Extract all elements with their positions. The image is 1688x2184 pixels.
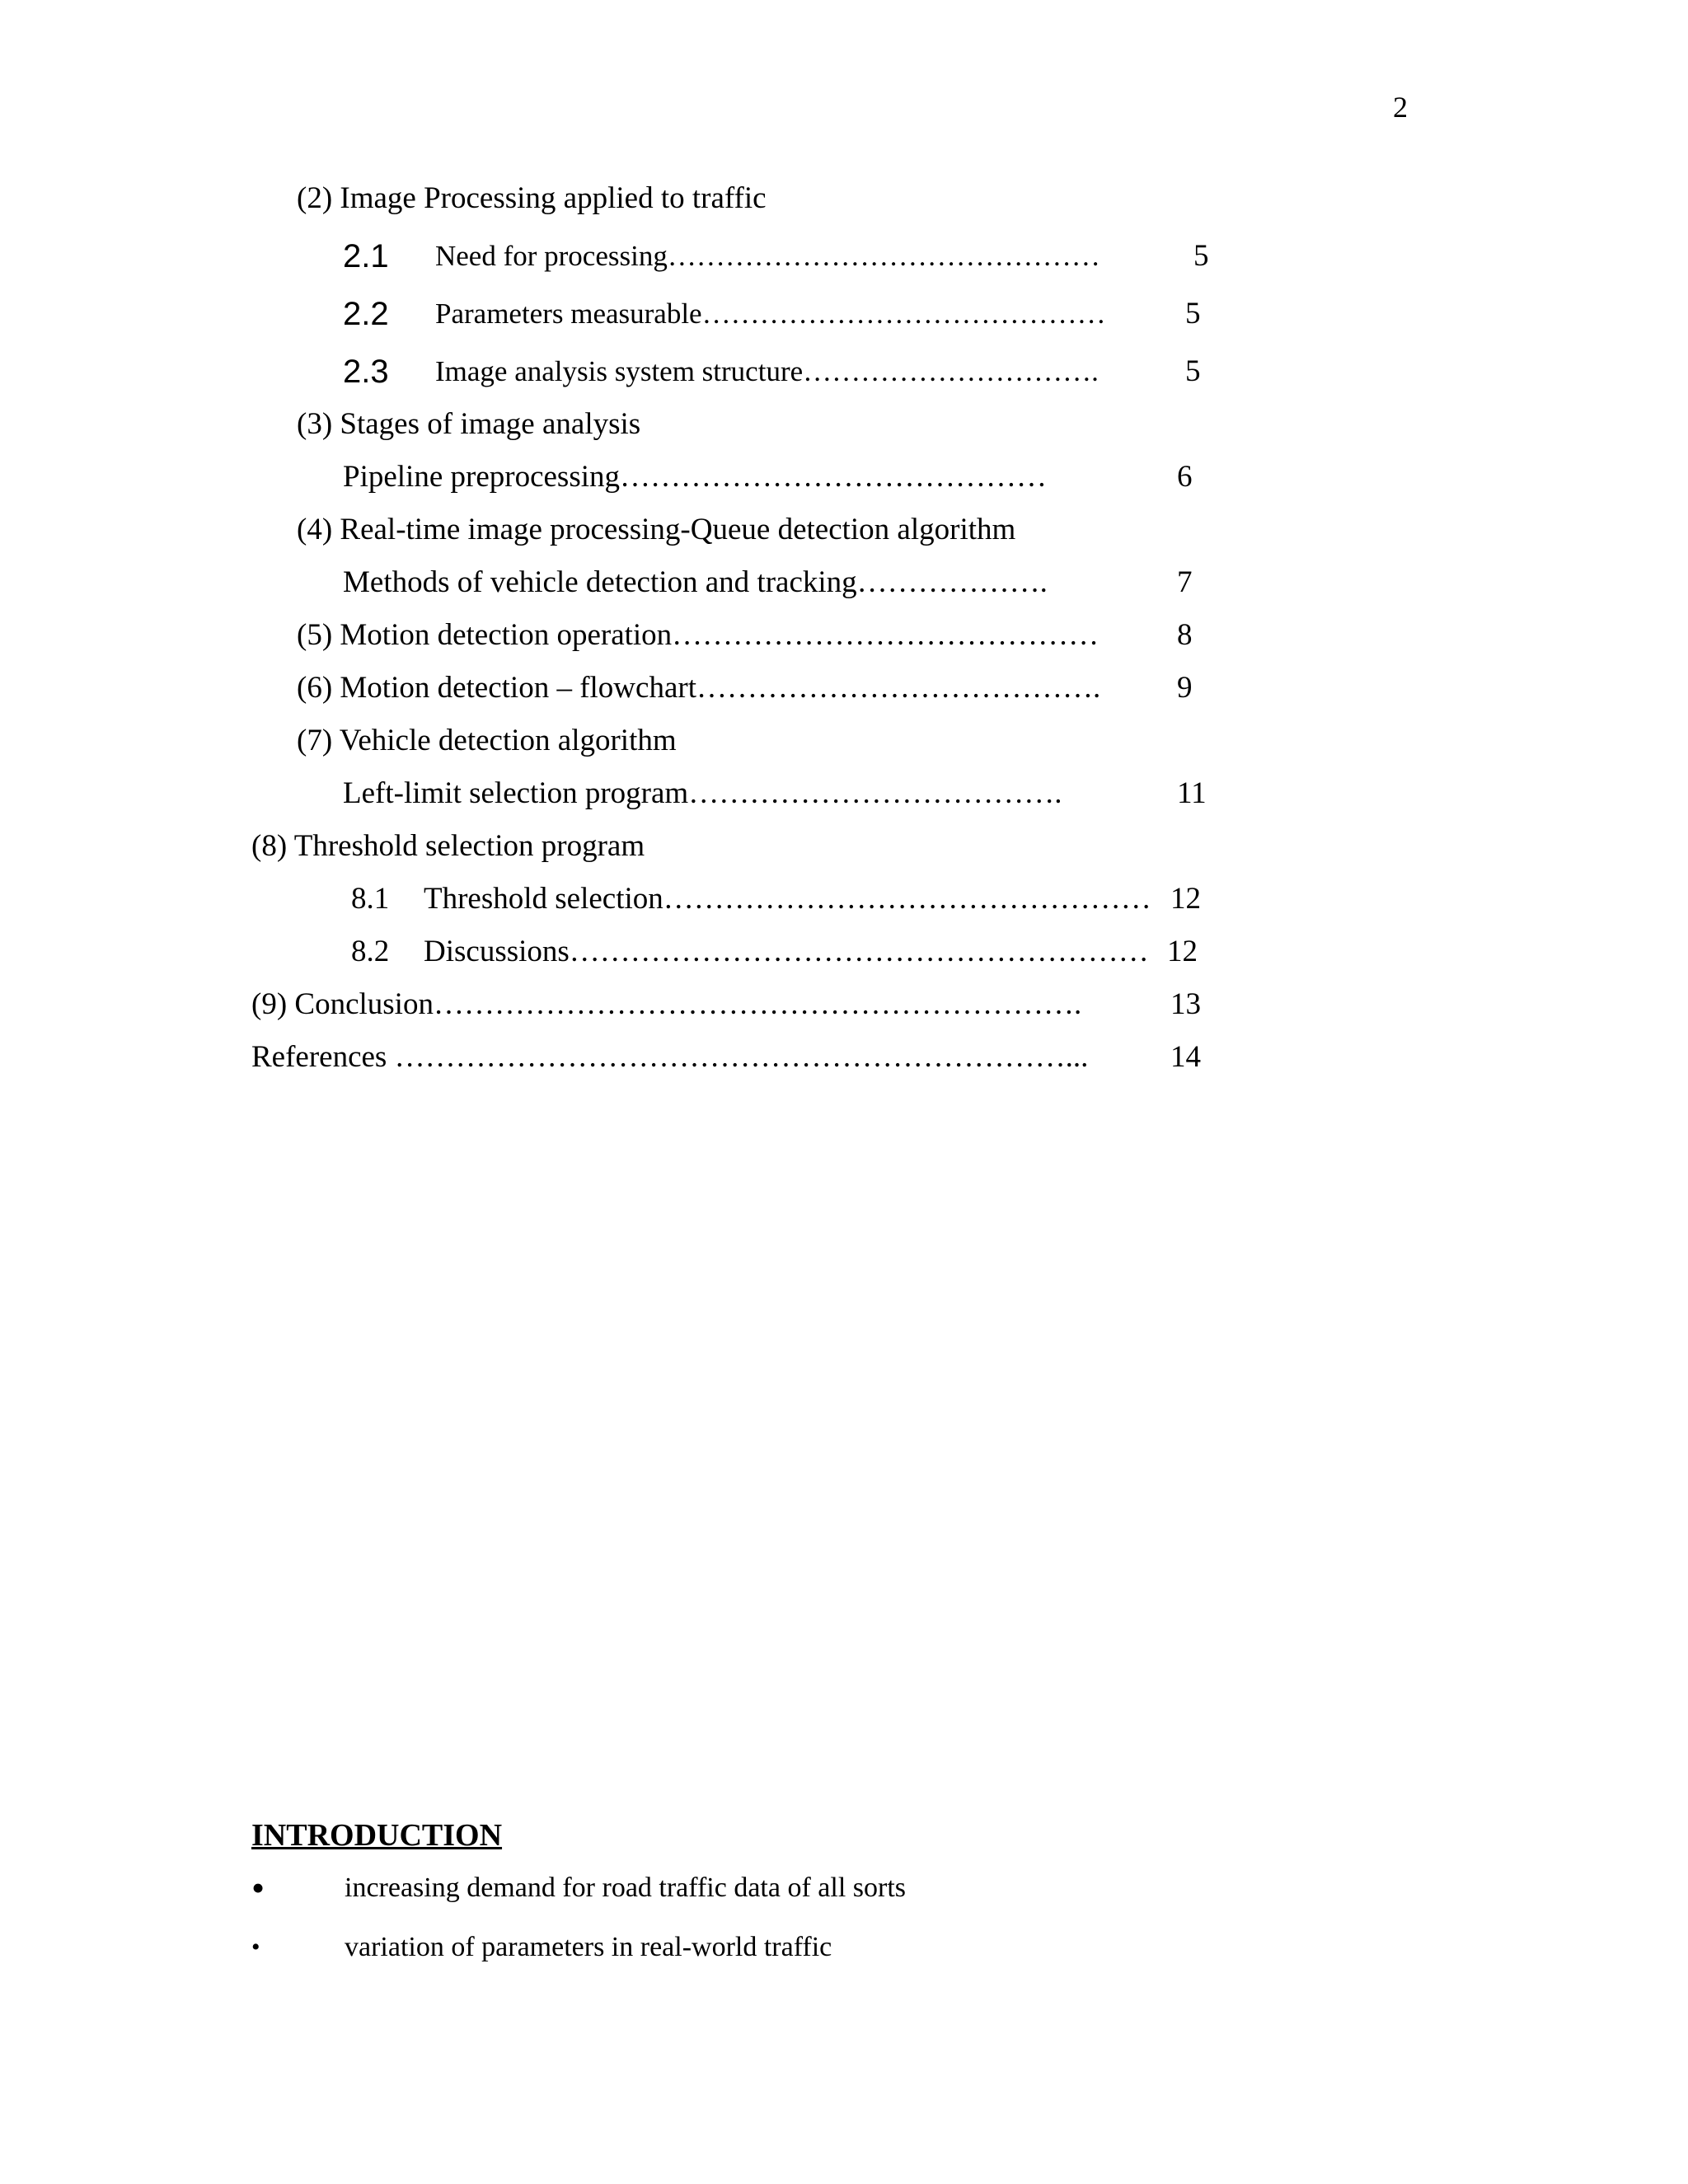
toc-page-number: 12 (1167, 935, 1198, 968)
toc-entry-parameters-measurable: Parameters measurable…………………………………… (435, 298, 1106, 330)
bullet-text: increasing demand for road traffic data of all sorts (345, 1872, 906, 1903)
toc-entry-references: References …………………………………………………………... (251, 1040, 1089, 1074)
toc-entry-motion-detection-flowchart: (6) Motion detection – flowchart…………………………………. (297, 671, 1101, 705)
toc-page-number: 8 (1177, 618, 1193, 652)
bullet-item (0, 1927, 1688, 1968)
page-number: 2 (1393, 91, 1408, 124)
toc-entry-image-analysis-system-structure: Image analysis system structure…………………………. (435, 355, 1099, 387)
toc-heading-section-4: (4) Real-time image processing-Queue detection algorithm (297, 513, 1016, 546)
toc-page-number: 11 (1177, 776, 1207, 810)
introduction-heading: INTRODUCTION (251, 1818, 503, 1853)
toc-page-number: 7 (1177, 565, 1193, 599)
toc-entry-need-for-processing: Need for processing……………………………………… (435, 240, 1100, 272)
toc-heading-section-3: (3) Stages of image analysis (297, 407, 641, 441)
bullet-marker: • (251, 1933, 260, 1961)
toc-entry-discussions: Discussions………………………………………………… (424, 935, 1149, 968)
bullet-text: variation of parameters in real-world traffic (345, 1932, 832, 1962)
bullet-marker: • (251, 1867, 265, 1909)
toc-entry-left-limit-selection: Left-limit selection program………………………………. (343, 776, 1062, 810)
toc-subsection-number: 2.1 (343, 238, 389, 274)
toc-subsection-number: 2.2 (343, 296, 389, 332)
toc-heading-section-7: (7) Vehicle detection algorithm (297, 724, 677, 757)
toc-page-number: 12 (1170, 882, 1201, 916)
toc-page-number: 5 (1185, 297, 1201, 330)
toc-subsection-number: 8.1 (351, 882, 390, 916)
toc-entry-vehicle-detection-methods: Methods of vehicle detection and tracking………………. (343, 565, 1048, 599)
toc-subsection-number: 2.3 (343, 354, 389, 390)
toc-page-number: 14 (1170, 1040, 1201, 1074)
toc-entry-threshold-selection: Threshold selection………………………………………… (424, 882, 1151, 916)
toc-page-number: 13 (1170, 987, 1201, 1021)
toc-page-number: 5 (1193, 239, 1209, 273)
toc-heading-section-2: (2) Image Processing applied to traffic (297, 181, 767, 215)
toc-page-number: 9 (1177, 671, 1193, 705)
toc-entry-conclusion: (9) Conclusion………………………………………………………. (251, 987, 1082, 1021)
toc-entry-pipeline-preprocessing: Pipeline preprocessing…………………………………… (343, 460, 1047, 494)
toc-entry-motion-detection-operation: (5) Motion detection operation…………………………………… (297, 618, 1100, 652)
bullet-item (0, 1868, 1688, 1909)
toc-heading-section-8: (8) Threshold selection program (251, 829, 645, 863)
toc-page-number: 6 (1177, 460, 1193, 494)
toc-subsection-number: 8.2 (351, 935, 390, 968)
toc-page-number: 5 (1185, 354, 1201, 388)
